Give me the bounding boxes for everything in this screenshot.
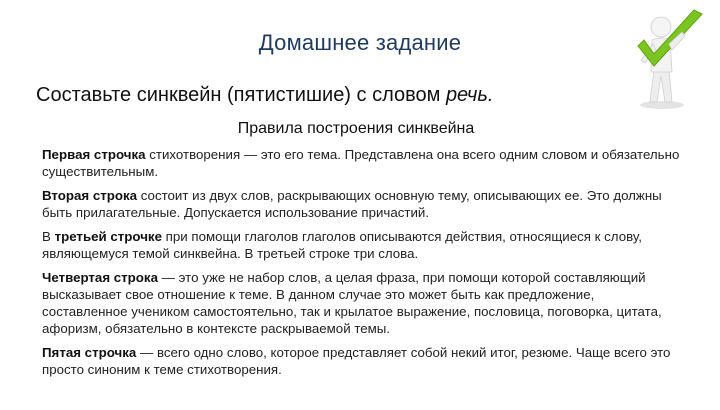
task-prefix: Составьте синквейн (пятистишие) с словом bbox=[36, 84, 446, 106]
figure-head bbox=[651, 17, 671, 37]
rule-label: Четвертая строка bbox=[42, 270, 158, 285]
rule-item-5 bbox=[42, 344, 682, 378]
rule-text: состоит из двух слов, раскрывающих основную тему, описывающих ее. Это должны быть прилагательные. Допускается использование причастий. bbox=[42, 188, 662, 220]
rule-label: Вторая строка bbox=[42, 188, 138, 203]
rules-subtitle: Правила построения синквейна bbox=[237, 120, 475, 137]
person-with-checkmark-icon bbox=[624, 6, 708, 110]
figure-legs bbox=[650, 70, 672, 102]
rule-text: — всего одно слово, которое представляет собой некий итог, резюме. Чаще всего это просто синоним к теме стихотворения. bbox=[42, 345, 671, 377]
illustration-svg bbox=[624, 6, 708, 110]
rule-item-4 bbox=[42, 269, 682, 337]
rule-item-3 bbox=[42, 228, 682, 262]
rule-text: — это уже не набор слов, а целая фраза, при помощи которой составляющий высказывает свое отношение к теме. В данном случае это может быть как предложение, составленное учеником самостоятельно, так и крылатое выражение, пословица, поговорка, цитата, афоризм, обязательно в контексте раскрываемой темы. bbox=[42, 270, 662, 336]
rule-item-2 bbox=[42, 187, 682, 221]
rule-label: Пятая строчка bbox=[42, 345, 137, 360]
rule-text: при помощи глаголов глаголов описываются действия, относящиеся к слову, являющемуся темой синквейна. В третьей строке три слова. bbox=[42, 229, 642, 261]
figure-shadow bbox=[640, 101, 684, 109]
task-word: речь. bbox=[445, 84, 494, 106]
rule-label: третьей строчке bbox=[54, 229, 162, 244]
page-title: Домашнее задание bbox=[258, 30, 462, 55]
rule-label: Первая строчка bbox=[42, 147, 146, 162]
task-text bbox=[36, 84, 494, 107]
rule-text: стихотворения — это его тема. Представлена она всего одним словом и обязательно существительным. bbox=[42, 147, 680, 179]
rule-item-1 bbox=[42, 146, 682, 180]
rules-list bbox=[42, 146, 682, 385]
rule-prefix: В bbox=[42, 229, 55, 244]
